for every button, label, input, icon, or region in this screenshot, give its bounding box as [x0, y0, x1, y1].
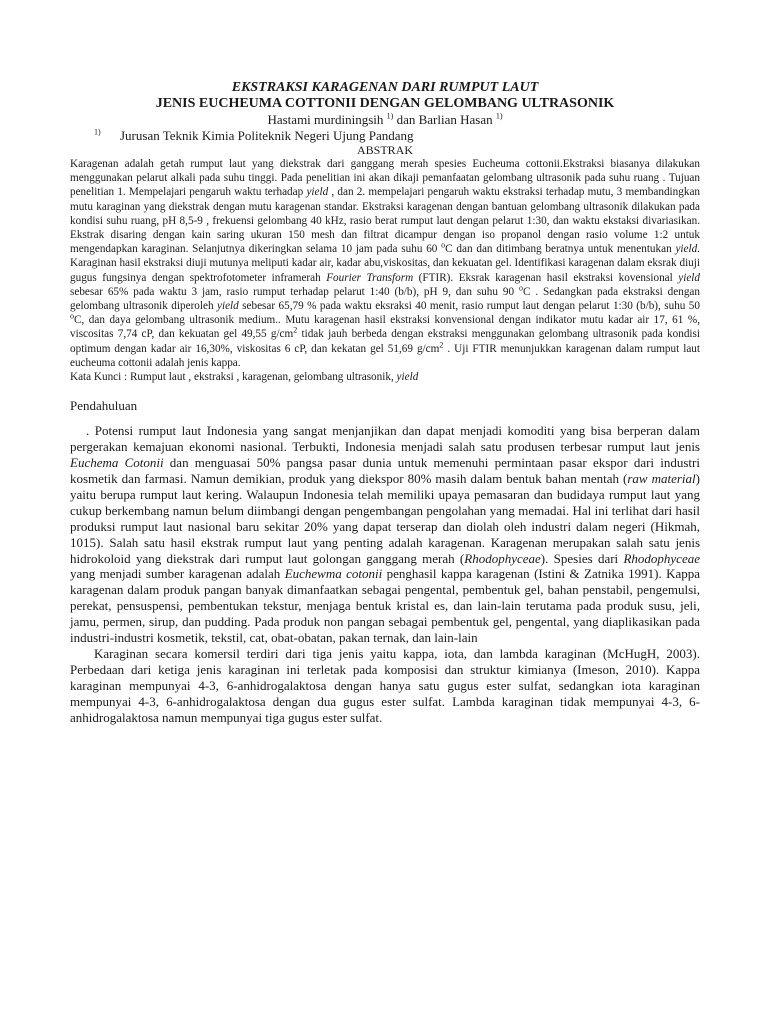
para-italic: Rhodophyceae — [623, 550, 700, 566]
abstract-text: C . Sedangkan pada ekstraksi dengan gelombang ultrasonik diperoleh — [70, 285, 700, 313]
abstract-text: sebesar 65,79 % pada waktu eksraksi 40 menit, rasio rumput laut dengan pelarut 1:30 (b/b), suhu 50 — [238, 300, 700, 313]
abstract-text: , dan 2. mempelajari pengaruh waktu ekstraksi terhadap mutu, 3 membandingkan mutu karaginan yang diekstrak dengan mutu karagenan standar. Ekstraksi karagenan dengan bantuan gelombang ultrasonik dilakukan pada kondisi suhu ruang, pH 8,5-9 , frekuensi gelombang 40 kHz, rasio berat rumput laut dengan pelarut 1:30, dan waktu ekstaksi divariasikan. Ekstrak disaring dengan kain saring ukuran 150 mesh dan filtrat dicampur dengan iso propanol dengan rasio volume 1:2 untuk mengendapkan karaginan. Selanjutnya dikeringkan selama 10 jam pada suhu 60 — [70, 186, 701, 256]
title-line-1: EKSTRAKSI KARAGENAN DARI RUMPUT LAUT — [231, 80, 539, 95]
abstract-text: . Uji FTIR menunjukkan karagenan dalam rumput laut eucheuma cottonii adalah jenis kappa. — [70, 342, 700, 369]
degree-mark: o — [441, 240, 446, 250]
abstract-text: sebesar 65% pada waktu 3 jam, rasio rumput terhadap pelarut 1:40 (b/b), pH 9, dan suhu 90 — [70, 285, 519, 298]
abstract-text: (FTIR). Eksrak karagenan hasil ekstraksi kovensional — [413, 271, 679, 284]
keywords-line — [70, 370, 700, 384]
abstract-italic: yield — [306, 186, 329, 199]
superscript: 2 — [439, 339, 444, 349]
title-line-2: JENIS EUCHEUMA COTTONII DENGAN GELOMBANG ULTRASONIK — [155, 96, 615, 111]
affiliation: Jurusan Teknik Kimia Politeknik Negeri Ujung Pandang — [120, 128, 414, 143]
abstract-heading: ABSTRAK — [356, 143, 413, 157]
abstract-text: C dan dan ditimbang beratnya untuk menentukan — [445, 243, 676, 256]
author-mark-2: 1) — [495, 111, 503, 121]
section-heading: Pendahuluan — [70, 398, 138, 414]
intro-paragraph-1 — [70, 423, 700, 646]
affiliation-mark: 1) — [94, 127, 101, 137]
affiliation-line — [70, 128, 700, 144]
abstract-text: tidak jauh berbeda dengan ekstraksi menggunakan gelombang ultrasonik pada kondisi optimum dengan kadar air 16,30%, viskositas 6 cP, dan kekatan gel 51,69 g/cm — [70, 328, 700, 355]
abstract-italic: yield — [678, 271, 700, 284]
author-2: dan Barlian Hasan — [393, 112, 496, 127]
degree-mark: o — [70, 311, 74, 321]
abstract-paragraph — [70, 157, 700, 370]
abstract-text: Karagenan adalah getah rumput laut yang diekstrak dari ganggang merah spesies Eucheuma cottonii.Ekstraksi biasanya dilakukan menggunakan pelarut alkali pada suhu tinggi. Pada penelitian ini akan dikaji pemanfaatan gelombang ultrasonik pada suhu ruang . Tujuan penelitian 1. Mempelajari pengaruh waktu terhadap — [70, 158, 700, 199]
para-text: dan menguasai 50% pangsa pasar dunia untuk memenuhi permintaan pasar ekspor dari industri kosmetik dan farmasi. Namun demikian, produk yang diekspor 80% masih dalam bentuk bahan mentah ( — [70, 455, 700, 486]
keywords-text: Kata Kunci : Rumput laut , ekstraksi , karagenan, gelombang ultrasonik, — [70, 371, 397, 384]
author-mark-1: 1) — [386, 111, 394, 121]
para-italic: Euchema Cotonii — [70, 455, 164, 471]
para-italic: Rhodophyceae — [464, 550, 541, 566]
author-1: Hastami murdiningsih — [267, 112, 384, 127]
para-text: ). Spesies dari — [540, 550, 624, 566]
para-text: yang menjadi sumber karagenan adalah — [70, 566, 285, 582]
para-text: Karaginan secara komersil terdiri dari tiga jenis yaitu kappa, iota, dan lambda karaginan (McHugH, 2003). Perbedaan dari ketiga jenis karaginan ini terletak pada komposisi dan struktur kimianya (Imeson, 2010). Kappa karaginan mempunyai 4-3, 6-anhidrogalaktosa dengan hanya satu gugus ester sulfat, sedangkan iota karaginan mempunyai 4-3, 6-anhidrogalaktosa dengan dua gugus ester sulfat. Lambda karaginan tidak mempunyai 4-3, 6-anhidrogalaktosa namun mempunyai tiga gugus ester sulfat. — [70, 645, 700, 725]
author-line — [70, 112, 700, 128]
para-text: . Potensi rumput laut Indonesia yang sangat menjanjikan dan dapat menjadi komoditi yang bisa berperan dalam pergerakan kemajuan ekonomi nasional. Terbukti, Indonesia menjadi salah satu produsen terbesar rumput laut jenis — [70, 423, 700, 455]
para-text: penghasil kappa karagenan (Istini & Zatnika 1991). Kappa karagenan dalam produk pangan banyak dimanfaatkan sebagai pengental, pembentuk gel, bahan penstabil, pengemulsi, perekat, pensuspensi, pembentukan tekstur, menjaga bentuk kristal es, dan lain-lain terutama pada produk susu, jeli, jamu, permen, sirup, dan pudding. Pada produk non pangan sebagai pembentuk gel, pengental, yang diaplikasikan pada industri-industri kosmetik, tekstil, cat, obat-obatan, pakan ternak, dan lain-lain — [70, 566, 701, 646]
abstract-text: C, dan daya gelombang ultrasonik medium.. Mutu karagenan hasil ekstraksi konvensional dengan indikator mutu kadar air 17, 61 %, viscositas 7,74 cP, dan kekuatan gel 49,55 g/cm — [70, 314, 700, 341]
para-text: ) yaitu berupa rumput laut kering. Walaupun Indonesia telah memiliki upaya pemasaran dan budidaya rumput laut yang cukup berkembang namun belum diimbangi dengan pengembangan pengolahan yang memadai. Hal ini terlihat dari hasil produksi rumput laut nasional baru sekitar 20% yang dapat terserap dan diolah oleh industri dalam negeri (Hikmah, 1015). Salah satu hasil ekstrak rumput laut yang penting adalah karagenan. Karagenan merupakan salah satu jenis hidrokoloid yang diekstrak dari rumput laut golongan ganggang merah ( — [70, 470, 700, 566]
keywords-italic: yield — [396, 371, 419, 384]
abstract-italic: yield — [217, 300, 239, 313]
abstract-italic: yield. — [675, 243, 700, 256]
abstract-italic: Fourier Transform — [326, 271, 414, 284]
superscript: 2 — [293, 325, 298, 335]
intro-paragraph-2 — [70, 646, 700, 726]
para-italic: raw material — [627, 470, 696, 486]
document-page — [70, 80, 700, 725]
para-italic: Euchewma cotonii — [284, 566, 383, 582]
degree-mark: o — [518, 283, 523, 293]
abstract-text: Karaginan hasil ekstraksi diuji mutunya meliputi kadar air, kadar abu,viskositas, dan kekuatan gel. Identifikasi karagenan dalam eksrak diuji gugus fungsinya dengan spektrofotometer inframerah — [70, 257, 700, 284]
